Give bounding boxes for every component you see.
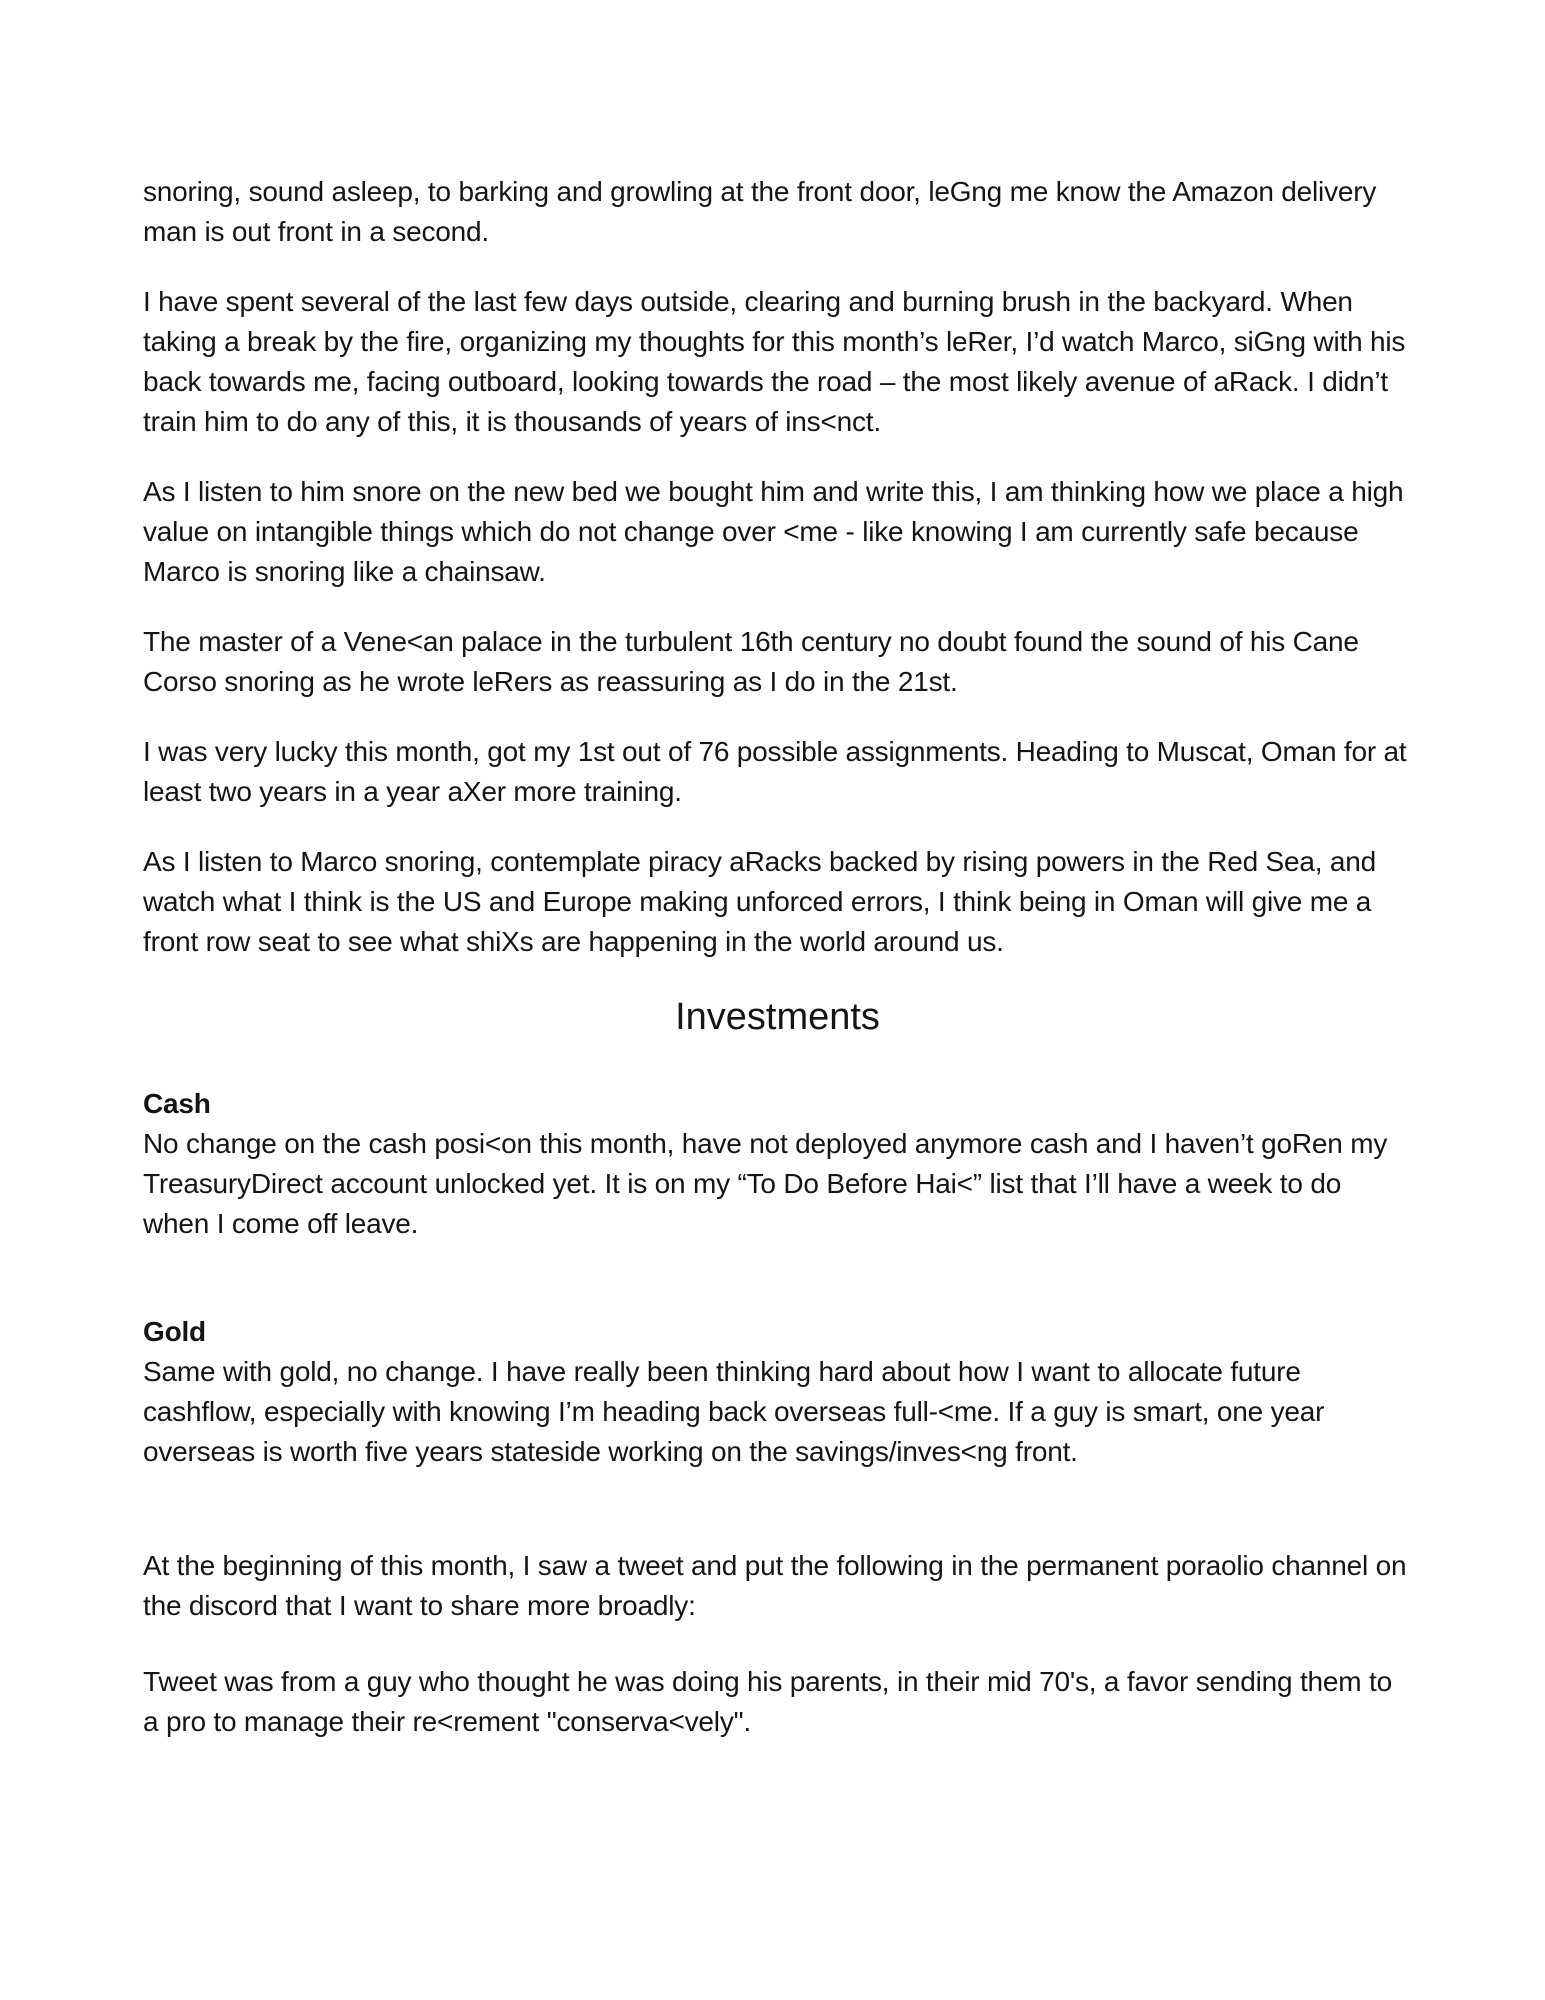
section-spacer [143, 1274, 1412, 1312]
paragraph-brush-burning: I have spent several of the last few days outside, clearing and burning brush in the backyard. When taking a break by the fire, organizing my thoughts for this month’s leRer, I’d watch Marco, siGng with his back towards me, facing outboard, looking towards the road – the most likely avenue of aRack. I didn’t train him to do any of this, it is thousands of years of ins<nct. [143, 286, 1406, 437]
investments-heading: Investments [675, 996, 880, 1038]
paragraph-snoring: snoring, sound asleep, to barking and growling at the front door, leGng me know the Amazon delivery man is out front in a second. [143, 176, 1377, 247]
cash-section [143, 1084, 1412, 1244]
paragraph-assignment-muscat: I was very lucky this month, got my 1st out of 76 possible assignments. Heading to Muscat, Oman for at least two years in a year aXer more training. [143, 736, 1407, 807]
paragraph-tweet-story: Tweet was from a guy who thought he was doing his parents, in their mid 70's, a favor sending them to a pro to manage their re<rement "conserva<vely". [143, 1666, 1392, 1737]
paragraph-tweet-intro: At the beginning of this month, I saw a tweet and put the following in the permanent poraolio channel on the discord that I want to share more broadly: [143, 1550, 1407, 1621]
paragraph-intangible-things: As I listen to him snore on the new bed we bought him and write this, I am thinking how we place a high value on intangible things which do not change over <me - like knowing I am currently safe because Marco is snoring like a chainsaw. [143, 476, 1404, 587]
gold-section [143, 1312, 1412, 1472]
gold-label: Gold [143, 1316, 206, 1347]
cash-paragraph: No change on the cash posi<on this month, have not deployed anymore cash and I haven’t goRen my TreasuryDirect account unlocked yet. It is on my “To Do Before Hai<” list that I’ll have a week to do when I come off leave. [143, 1128, 1388, 1239]
gold-paragraph: Same with gold, no change. I have really been thinking hard about how I want to allocate future cashflow, especially with knowing I’m heading back overseas full-<me. If a guy is smart, one year overseas is worth five years stateside working on the savings/inves<ng front. [143, 1356, 1325, 1467]
section-spacer [143, 1502, 1412, 1546]
paragraph-red-sea: As I listen to Marco snoring, contemplate piracy aRacks backed by rising powers in the Red Sea, and watch what I think is the US and Europe making unforced errors, I think being in Oman will give me a front row seat to see what shiXs are happening in the world around us. [143, 846, 1377, 957]
cash-label: Cash [143, 1088, 211, 1119]
paragraph-venetian-palace: The master of a Vene<an palace in the turbulent 16th century no doubt found the sound of his Cane Corso snoring as he wrote leRers as reassuring as I do in the 21st. [143, 626, 1359, 697]
